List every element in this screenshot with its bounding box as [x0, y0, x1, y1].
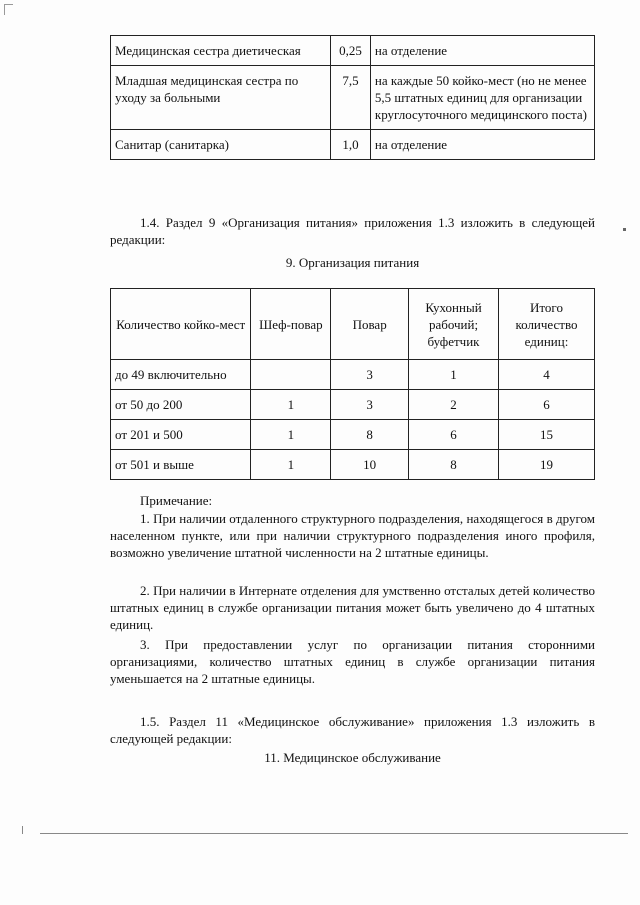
table-cell: 3 [331, 390, 409, 420]
table-cell: 8 [409, 450, 499, 480]
staff-table [110, 35, 595, 160]
table-cell: Младшая медицинская сестра по уходу за больными [111, 66, 331, 130]
column-header: Итого количество единиц: [498, 289, 594, 360]
scan-dot [623, 228, 626, 231]
table-row [111, 360, 595, 390]
table-cell [251, 360, 331, 390]
section-9-heading: 9. Организация питания [285, 255, 420, 270]
table-cell: на каждые 50 койко-мест (но не менее 5,5 штатных единиц для организации круглосуточного медицинского поста) [370, 66, 594, 130]
table-row [111, 36, 595, 66]
table-cell: от 501 и выше [111, 450, 251, 480]
table-cell: на отделение [370, 130, 594, 160]
table-cell: 1,0 [331, 130, 371, 160]
table-cell: 3 [331, 360, 409, 390]
table-cell: 1 [251, 390, 331, 420]
table-cell: 15 [498, 420, 594, 450]
section-1-4-text: 1.4. Раздел 9 «Организация питания» приложения 1.3 изложить в следующей редакции: [110, 215, 595, 247]
nutrition-table [110, 288, 595, 480]
table-row [111, 130, 595, 160]
note-item-3: 3. При предоставлении услуг по организации питания сторонними организациями, количество штатных единиц в службе организации питания уменьшается на 2 штатные единицы. [110, 637, 595, 686]
table-cell: от 201 и 500 [111, 420, 251, 450]
table-cell: 2 [409, 390, 499, 420]
table-cell: 0,25 [331, 36, 371, 66]
note-item-2: 2. При наличии в Интернате отделения для умственно отсталых детей количество штатных единиц в службе организации питания может быть увеличено до 4 штатных единиц. [110, 583, 595, 632]
table-cell: 6 [409, 420, 499, 450]
table-cell: 19 [498, 450, 594, 480]
scan-edge-mark [22, 826, 29, 834]
column-header: Шеф-повар [251, 289, 331, 360]
table-row [111, 420, 595, 450]
table-row [111, 390, 595, 420]
table-header-row [111, 289, 595, 360]
column-header: Повар [331, 289, 409, 360]
table-row [111, 450, 595, 480]
table-cell: Медицинская сестра диетическая [111, 36, 331, 66]
table-cell: 10 [331, 450, 409, 480]
table-cell: 1 [251, 420, 331, 450]
column-header: Кухонный рабочий; буфетчик [409, 289, 499, 360]
table-cell: 4 [498, 360, 594, 390]
scan-corner-mark [4, 4, 13, 15]
page-bottom-line [40, 833, 628, 834]
table-cell: 7,5 [331, 66, 371, 130]
table-cell: на отделение [370, 36, 594, 66]
table-cell: от 50 до 200 [111, 390, 251, 420]
table-cell: до 49 включительно [111, 360, 251, 390]
table-row [111, 66, 595, 130]
section-11-heading: 11. Медицинское обслуживание [264, 750, 441, 765]
table-cell: 1 [251, 450, 331, 480]
section-1-5-text: 1.5. Раздел 11 «Медицинское обслуживание» приложения 1.3 изложить в следующей редакции: [110, 714, 595, 746]
table-cell: Санитар (санитарка) [111, 130, 331, 160]
table-cell: 6 [498, 390, 594, 420]
note-title: Примечание: [140, 493, 213, 508]
note-item-1: 1. При наличии отдаленного структурного подразделения, находящегося в другом населенном пункте, или при наличии структурного подразделения иного профиля, возможно увеличение штатной численности на 2 штатные единицы. [110, 511, 595, 560]
table-cell: 1 [409, 360, 499, 390]
column-header: Количество койко-мест [111, 289, 251, 360]
table-cell: 8 [331, 420, 409, 450]
